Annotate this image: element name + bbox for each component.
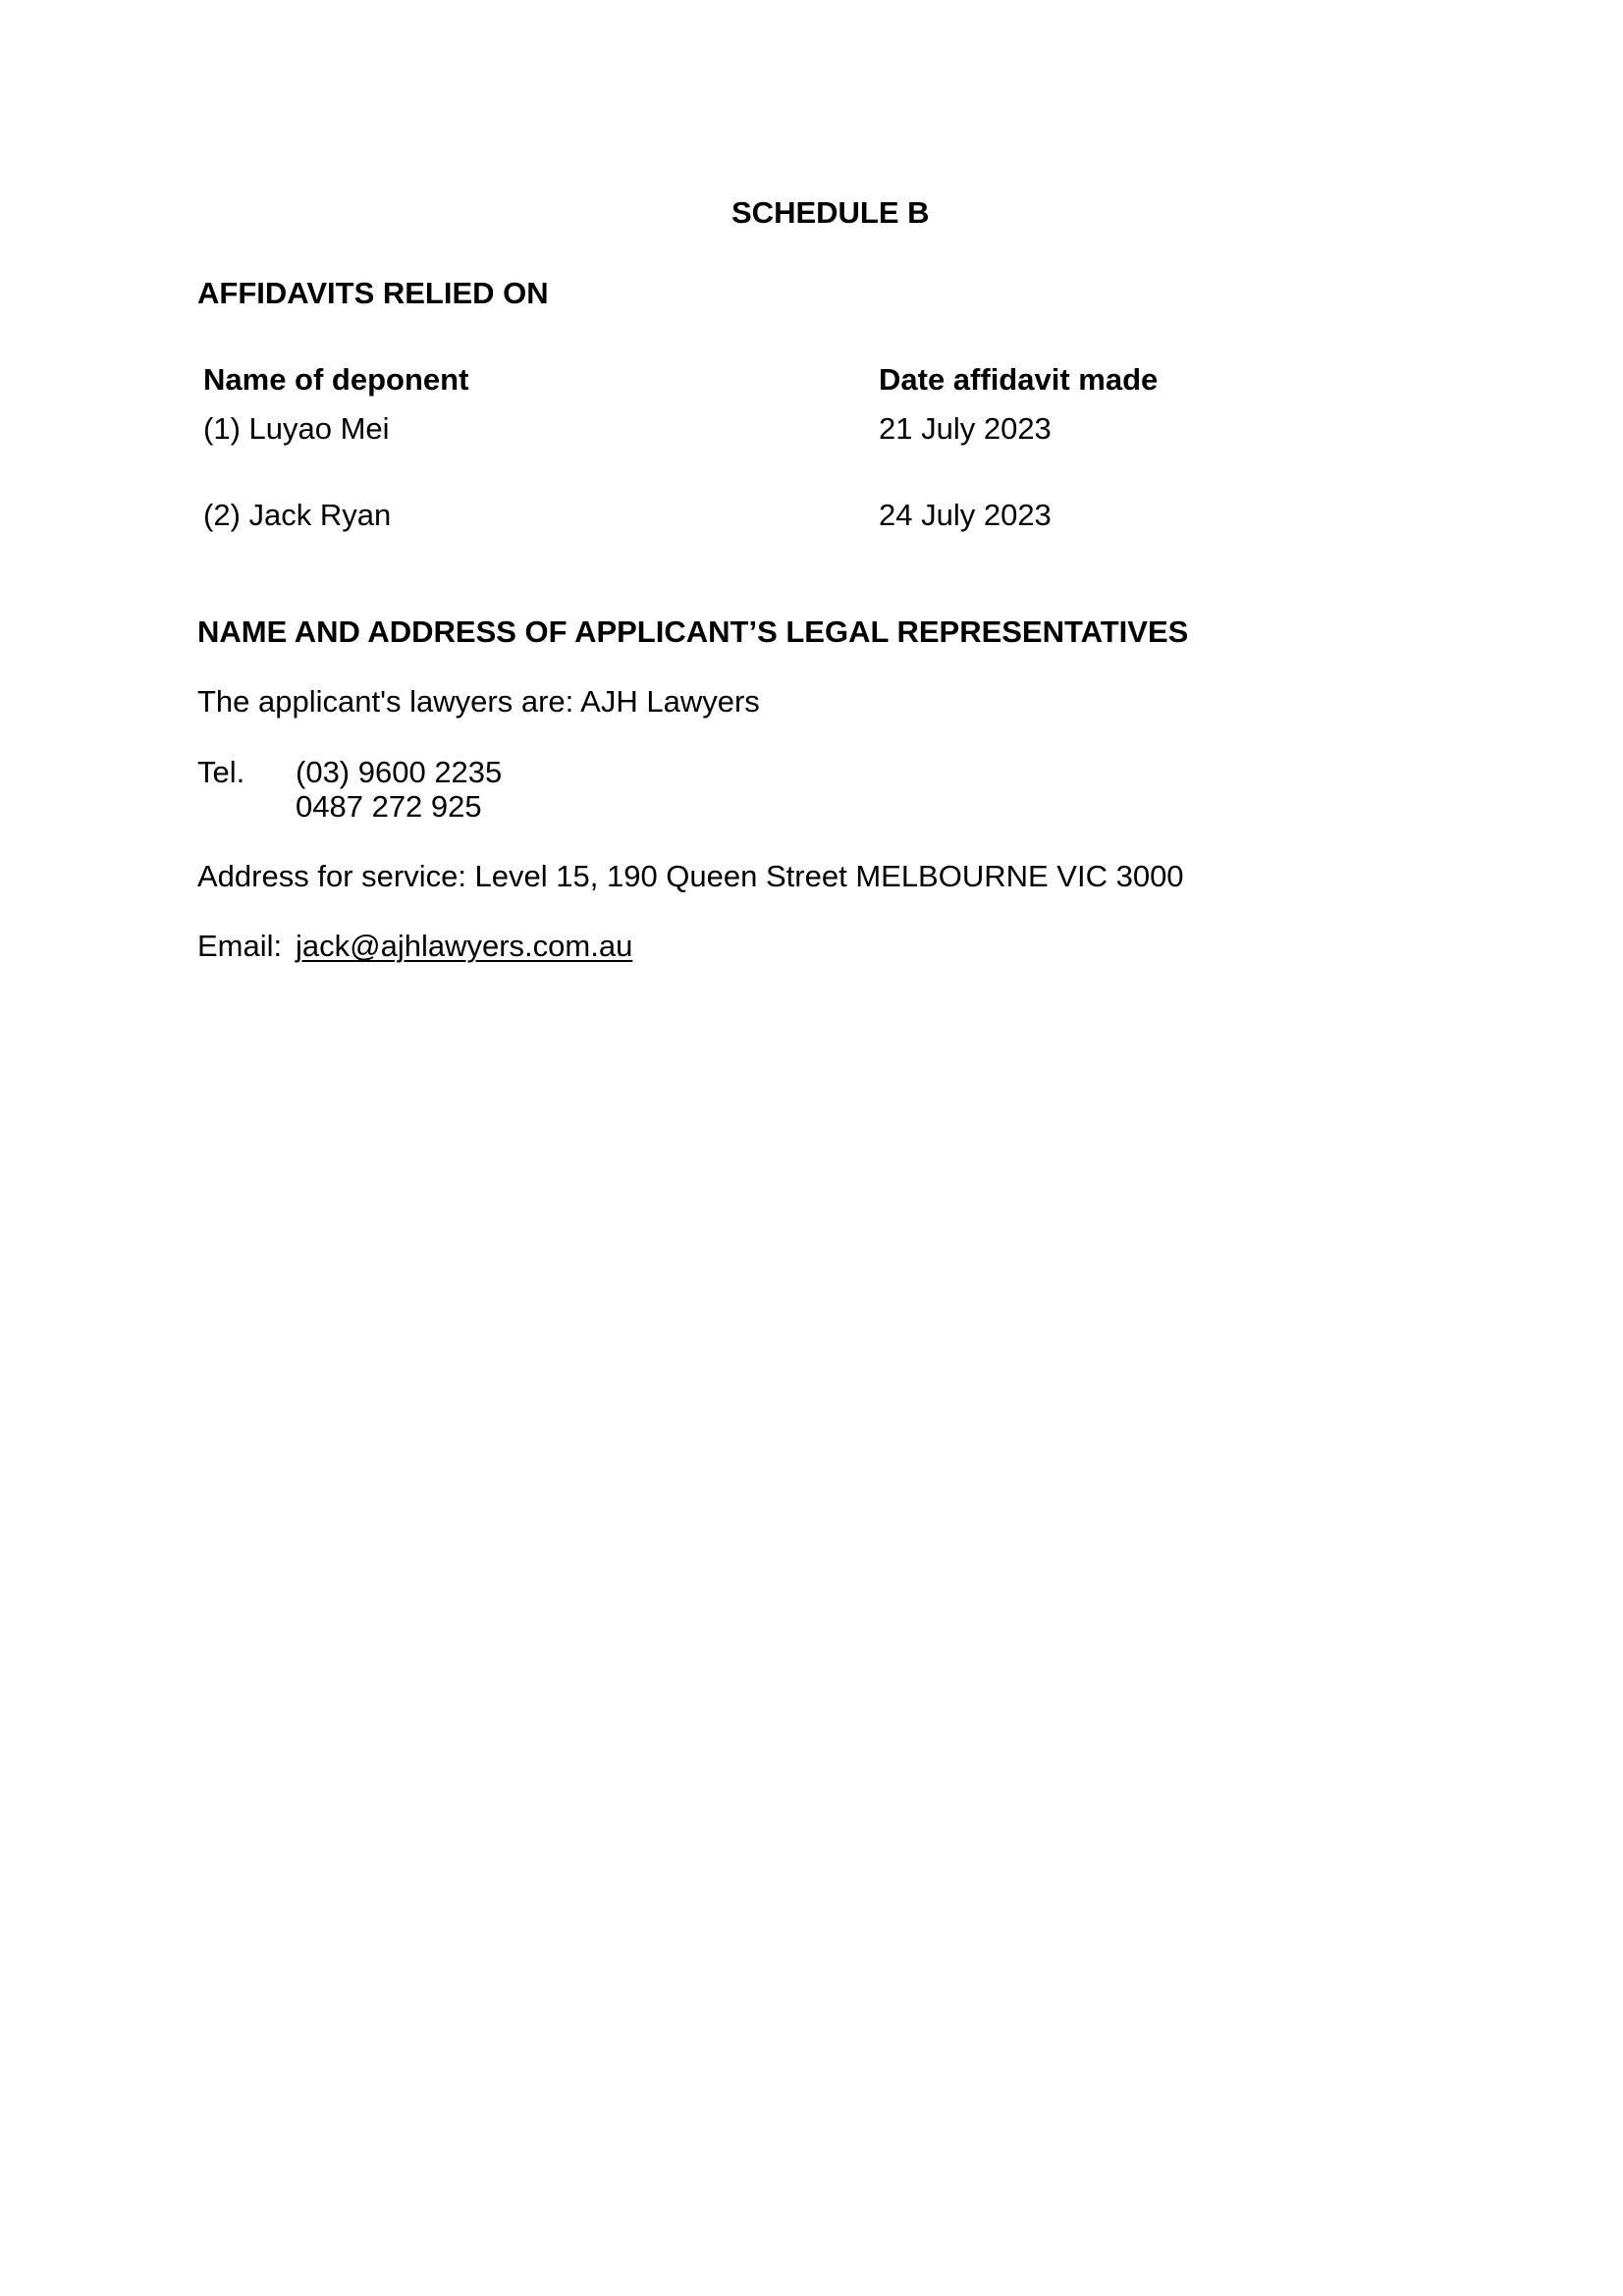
tel-number-primary: (03) 9600 2235 <box>296 755 503 789</box>
address-for-service: Address for service: Level 15, 190 Queen Street MELBOURNE VIC 3000 <box>197 859 1184 893</box>
deponent-name: (1) Luyao Mei <box>203 411 390 446</box>
deponent-name: (2) Jack Ryan <box>203 498 392 532</box>
email-link[interactable]: jack@ajhlawyers.com.au <box>296 929 633 963</box>
column-header-name: Name of deponent <box>203 362 469 397</box>
column-header-date: Date affidavit made <box>879 362 1159 397</box>
affidavit-date: 24 July 2023 <box>879 498 1052 532</box>
tel-number-mobile: 0487 272 925 <box>296 789 482 824</box>
tel-label: Tel. <box>197 755 245 789</box>
lawyers-line: The applicant's lawyers are: AJH Lawyers <box>197 684 760 719</box>
schedule-title: SCHEDULE B <box>731 195 930 230</box>
email-label: Email: <box>197 929 283 963</box>
affidavits-heading: AFFIDAVITS RELIED ON <box>197 276 549 310</box>
representatives-heading: NAME AND ADDRESS OF APPLICANT’S LEGAL REPRESENTATIVES <box>197 614 1189 649</box>
affidavit-date: 21 July 2023 <box>879 411 1052 446</box>
